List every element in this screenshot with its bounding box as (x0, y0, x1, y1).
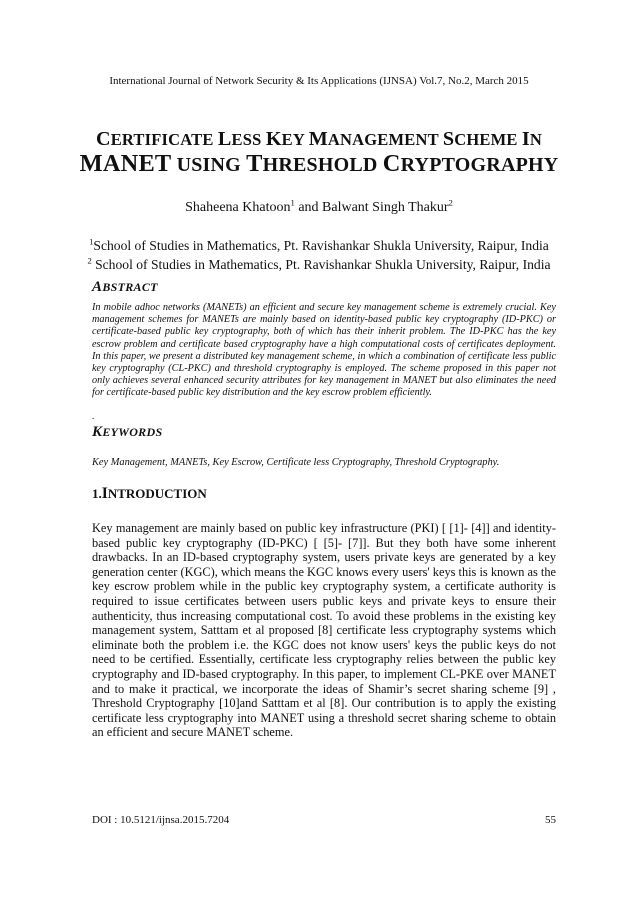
abstract-trailing-mark: . (92, 411, 95, 421)
introduction-heading: 1.INTRODUCTION (92, 485, 207, 502)
author-name: Shaheena Khatoon (185, 200, 291, 215)
author-list: Shaheena Khatoon$^1$ and Balwant Singh Thakur$^2$ (185, 197, 453, 215)
introduction-paragraph: Key management are mainly based on public key infrastructure (PKI) [ [1]- [4]] and identity-based public key cryptography (ID-PKC) [ [5]- [7]]. But they both have some inherent drawbacks. In an ID-based cryptography system, users private keys are generated by a key generation center (KGC), which means the KGC knows every users' keys this is known as the key escrow problem while in the public key cryptography system, a certificate authority is required to issue certificates between users public keys and private keys to ensure their authenticity, thus increasing computational cost. To avoid these problems in the existing key management system, Satttam et al proposed [8] certificate less cryptography systems which eliminate both the problem i.e. the KGC does not know users' keys the public keys do not need to be certified. Essentially, certificate less cryptography relies between the public key cryptography and ID-based cryptography. In this paper, to implement CL-PKE over MANET and to make it practical, we incorporate the ideas of Shamir’s secret sharing scheme [9] , Threshold Cryptography [10]and Satttam et al [8]. Our contribution is to apply the existing certificate less cryptography into MANET using a threshold secret sharing scheme to obtain an efficient and secure MANET scheme. (92, 521, 556, 740)
paper-title-line-1: CERTIFICATE LESS KEY MANAGEMENT SCHEME IN (95, 128, 543, 150)
affiliation-1: $^1$School of Studies in Mathematics, Pt. Ravishankar Shukla University, Raipur, India (89, 236, 549, 253)
author-affiliation-marker: 2 (448, 197, 453, 208)
author-affiliation-marker: 1 (290, 197, 295, 208)
abstract-heading: ABSTRACT (92, 279, 158, 295)
affiliation-2: $^2$ School of Studies in Mathematics, Pt. Ravishankar Shukla University, Raipur, India (87, 255, 551, 272)
footer-doi: DOI : 10.5121/ijnsa.2015.7204 (92, 814, 230, 826)
page-number: 55 (545, 814, 556, 826)
author-name: Balwant Singh Thakur (322, 200, 449, 215)
paper-title-line-2: MANET USING THRESHOLD CRYPTOGRAPHY (79, 150, 559, 177)
running-header: International Journal of Network Security & Its Applications (IJNSA) Vol.7, No.2, March 2015 (109, 75, 529, 87)
keywords-text: Key Management, MANETs, Key Escrow, Certificate less Cryptography, Threshold Cryptography. (92, 457, 500, 468)
keywords-heading: KEYWORDS (92, 424, 163, 440)
abstract-text: In mobile adhoc networks (MANETs) an efficient and secure key management scheme is extremely crucial. Key management schemes for MANETs are mainly based on identity-based public key cryptography (ID-PKC) or certificate-based public key cryptography, both of which has their inherit problem. The ID-PKC has the key escrow problem and certificate based cryptography have a high computational costs of certificates deployment. In this paper, we present a distributed key management scheme, in which a combination of certificate less public key cryptography (CL-PKC) and threshold cryptography is employed. The scheme proposed in this paper not only achieves several enhanced security attributes for key management in MANET but also eliminates the need for certificate-based public key distribution and the key escrow problem efficiently. (92, 302, 556, 399)
